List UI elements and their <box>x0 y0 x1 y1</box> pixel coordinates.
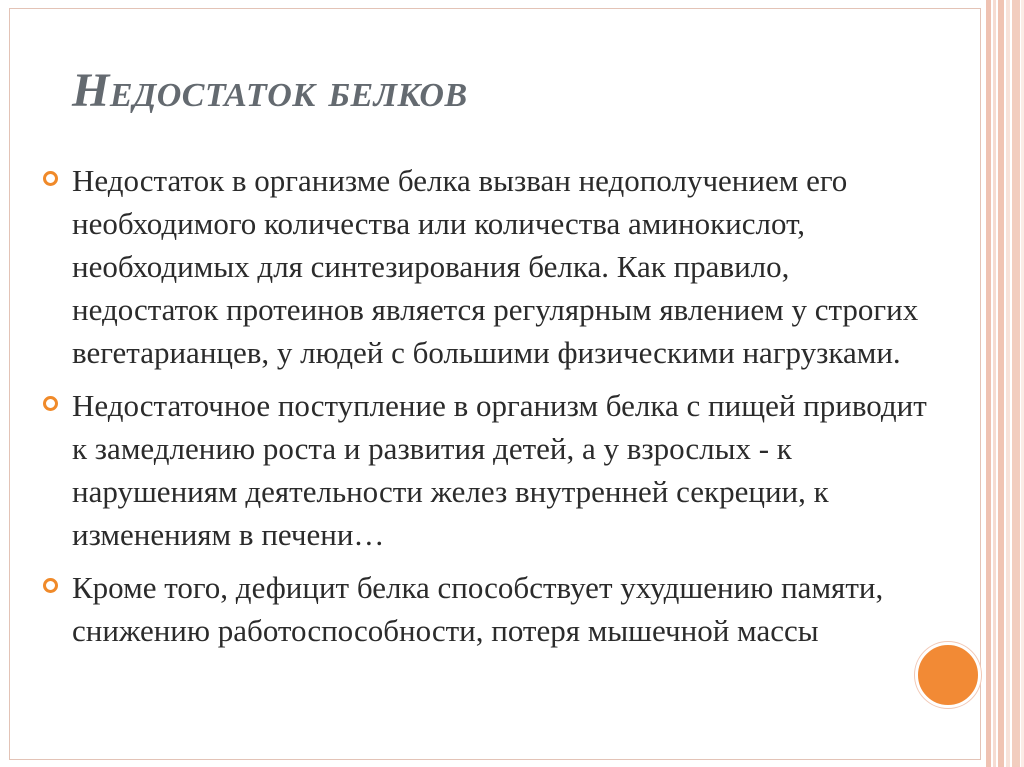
bullet-ring-icon <box>43 171 58 186</box>
bullet-item <box>40 159 940 374</box>
bullet-ring-icon <box>43 578 58 593</box>
decor-stripe <box>998 0 1004 767</box>
slide-frame <box>9 8 981 760</box>
decor-stripe <box>1006 0 1010 767</box>
decor-stripe <box>993 0 996 767</box>
bullet-ring-icon <box>43 396 58 411</box>
bullet-list <box>40 159 940 662</box>
bullet-text: Кроме того, дефицит белка способствует ухудшению памяти, снижению работоспособности, потеря мышечной массы <box>72 570 884 648</box>
bullet-item <box>40 384 940 556</box>
bullet-item <box>40 566 940 652</box>
decor-stripe <box>1012 0 1020 767</box>
decor-stripe <box>986 0 991 767</box>
slide-title: Недостаток белков <box>72 64 468 117</box>
bullet-text: Недостаточное поступление в организм белка с пищей приводит к замедлению роста и развития детей, а у взрослых - к нарушениям деятельности желез внутренней секреции, к изменениям в печени… <box>72 388 927 552</box>
bullet-text: Недостаток в организме белка вызван недополучением его необходимого количества или количества аминокислот, необходимых для синтезирования белка. Как правило, недостаток протеинов является регулярным явлением у строгих вегетарианцев, у людей с большими физическими нагрузками. <box>72 163 919 370</box>
decor-circle-icon <box>915 642 981 708</box>
